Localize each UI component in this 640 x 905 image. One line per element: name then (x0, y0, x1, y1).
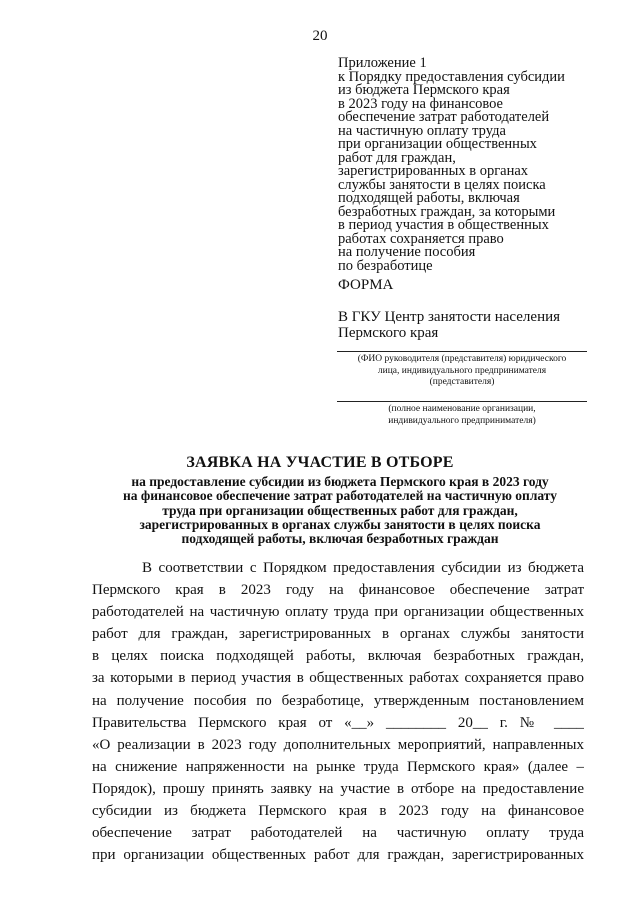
recipient-line: Пермского края (338, 325, 439, 341)
body-line: работ для граждан, зарегистрированных в органах службы занятости (92, 626, 584, 643)
body-line: Пермского края в 2023 году на финансовое обеспечение затрат (92, 582, 584, 599)
body-paragraph (92, 557, 584, 866)
appendix-line: по безработице (338, 257, 433, 274)
body-line: субсидии из бюджета Пермского края в 2023 году на финансовое (92, 803, 584, 820)
body-line: «О реализации в 2023 году дополнительных мероприятий, направленных (92, 736, 584, 753)
subtitle-line: на финансовое обеспечение затрат работодателей на частичную оплату (122, 488, 558, 504)
appendix-line: работах сохраняется право (338, 230, 504, 247)
signature-caption: (полное наименование организации, индивидуального предпринимателя) (388, 404, 536, 426)
subtitle-line: подходящей работы, включая безработных граждан (181, 531, 499, 547)
appendix-line: к Порядку предоставления субсидии (338, 68, 565, 85)
body-line: Порядок), прошу принять заявку на участие в отборе на предоставление (92, 780, 584, 797)
form-label: ФОРМА (338, 277, 394, 293)
subtitle-line: зарегистрированных в органах службы занятости в целях поиска (139, 516, 541, 532)
appendix-line: из бюджета Пермского края (338, 82, 510, 98)
appendix-line: Приложение 1 (338, 55, 427, 71)
body-line: в целях поиска подходящей работы, включая безработных граждан, (92, 648, 584, 665)
signature-line (337, 351, 587, 352)
appendix-line: работ для граждан, (338, 149, 456, 166)
appendix-line: подходящей работы, включая (338, 190, 520, 206)
body-line: на снижение напряженности на рынке труда Пермского края» (далее – (92, 758, 584, 775)
document-subtitle (90, 475, 590, 546)
body-line: работодателей на частичную оплату труда при организации общественных (92, 604, 584, 621)
body-line: на получение пособия по безработице, утвержденным постановлением (92, 692, 584, 709)
appendix-line: на получение пособия (338, 244, 476, 260)
appendix-line: в период участия в общественных (338, 217, 549, 233)
body-line: при организации общественных работ для граждан, зарегистрированных (92, 847, 584, 864)
subtitle-line: труда при организации общественных работ для граждан, (162, 502, 518, 518)
body-line: Правительства Пермского края от «__» ________ 20__ г. № ____ (92, 714, 584, 731)
body-line: за которыми в период участия в общественных работах сохраняется право (92, 670, 584, 687)
subtitle-line: на предоставление субсидии из бюджета Пермского края в 2023 году (131, 474, 549, 489)
signature-line (337, 401, 587, 402)
appendix-line: службы занятости в целях поиска (338, 176, 546, 193)
appendix-line: в 2023 году на финансовое (338, 95, 503, 112)
body-line: обеспечение затрат работодателей на частичную оплату труда (92, 825, 584, 842)
page-number: 20 (312, 28, 328, 44)
signature-field-organization (337, 401, 587, 427)
appendix-header (338, 57, 598, 273)
document-title: ЗАЯВКА НА УЧАСТИЕ В ОТБОРЕ (186, 454, 454, 471)
recipient-block (338, 309, 598, 341)
appendix-line: безработных граждан, за которыми (338, 203, 556, 220)
appendix-line: при организации общественных (338, 136, 537, 152)
signature-field-manager (337, 351, 587, 389)
appendix-line: зарегистрированных в органах (338, 163, 529, 179)
recipient-line: В ГКУ Центр занятости населения (338, 309, 561, 325)
appendix-line: обеспечение затрат работодателей (338, 109, 550, 125)
body-line: В соответствии с Порядком предоставления субсидии из бюджета (142, 560, 584, 576)
signature-caption: (ФИО руководителя (представителя) юридического лица, индивидуального предпринимателя (представителя) (357, 354, 567, 387)
appendix-line: на частичную оплату труда (338, 122, 506, 139)
